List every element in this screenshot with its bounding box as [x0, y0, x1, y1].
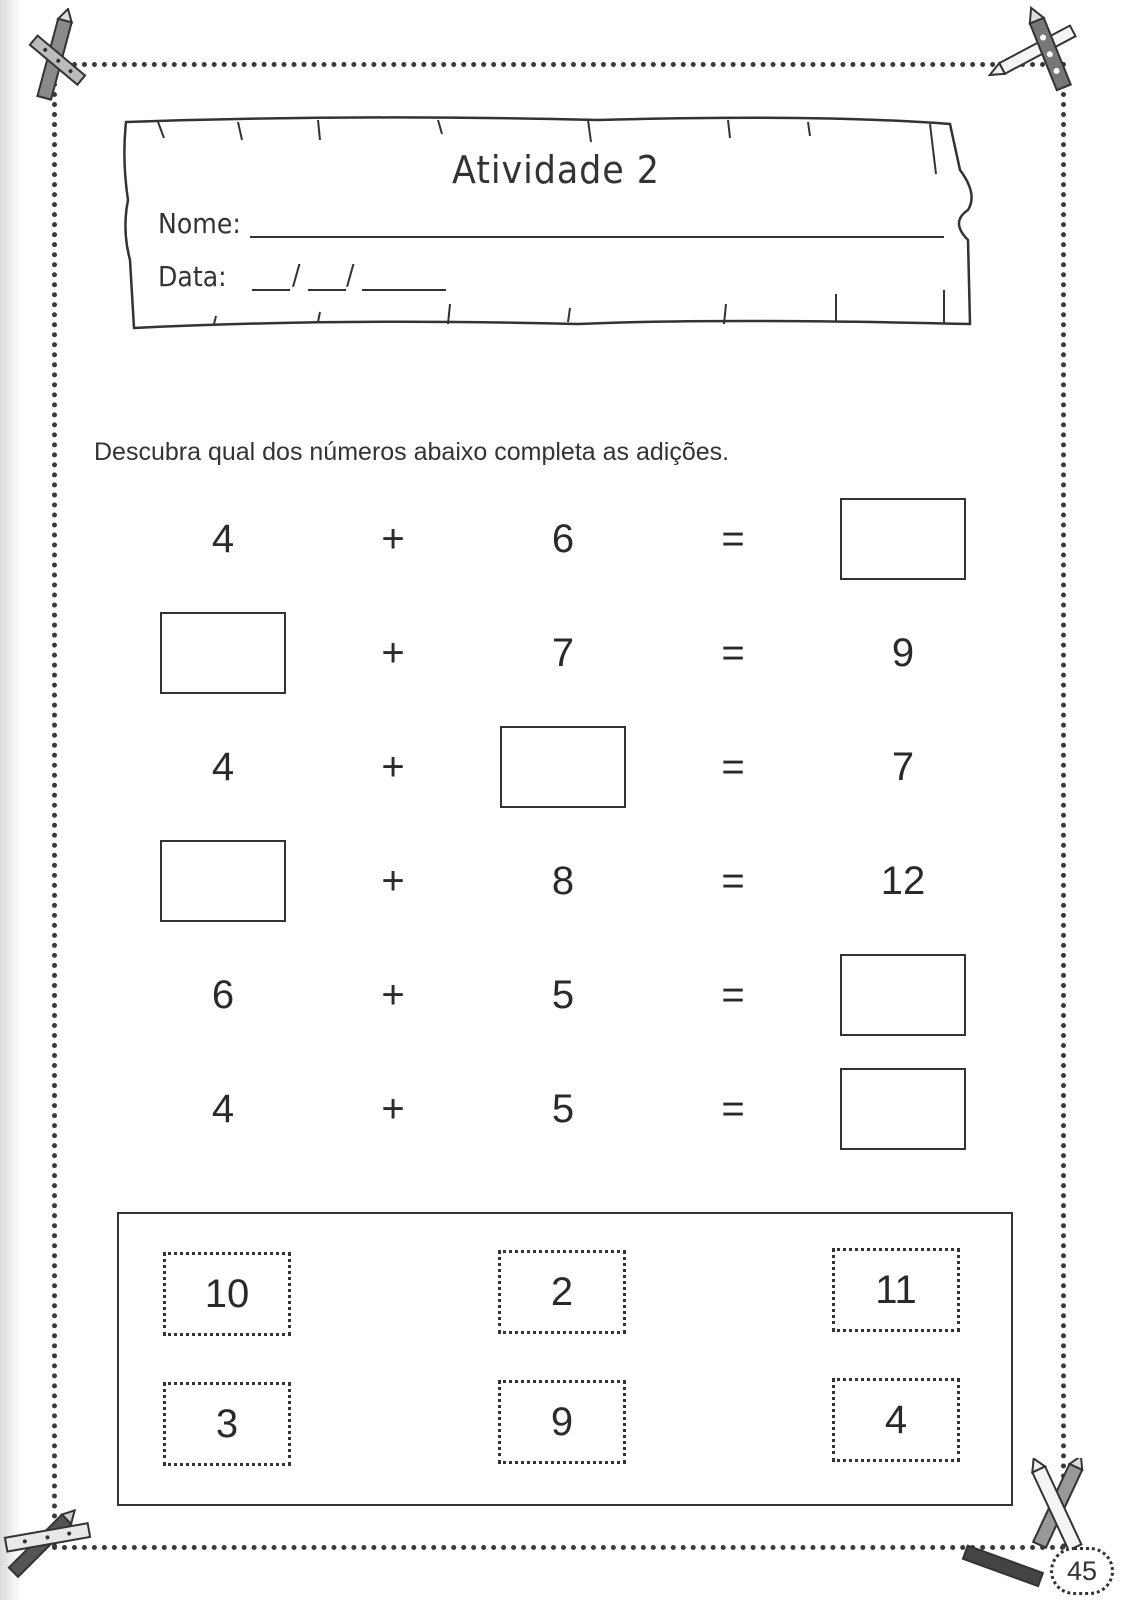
- answer-box[interactable]: [160, 612, 286, 694]
- answer-box[interactable]: [840, 1068, 966, 1150]
- date-year-line[interactable]: [362, 289, 446, 291]
- equals-sign: =: [721, 630, 745, 675]
- addend-1: 6: [211, 972, 235, 1017]
- addend-2: 5: [551, 1086, 575, 1131]
- answer-box[interactable]: [840, 954, 966, 1036]
- pencil-top-right-icon: [978, 4, 1088, 100]
- name-line[interactable]: [250, 236, 944, 238]
- addend-1: 4: [211, 1086, 235, 1131]
- addend-1: 4: [211, 516, 235, 561]
- sum-value: 9: [891, 630, 915, 675]
- date-day-line[interactable]: [252, 289, 290, 291]
- plus-sign: +: [381, 630, 405, 675]
- sum-value: 7: [891, 744, 915, 789]
- date-slash: /: [292, 258, 301, 291]
- date-month-line[interactable]: [308, 289, 346, 291]
- equals-sign: =: [721, 744, 745, 789]
- plus-sign: +: [381, 744, 405, 789]
- name-label: Nome:: [158, 207, 241, 240]
- plus-sign: +: [381, 858, 405, 903]
- header-scroll-frame: [118, 110, 998, 335]
- option-chip[interactable]: 3: [163, 1382, 291, 1466]
- addend-2: 7: [551, 630, 575, 675]
- answer-box[interactable]: [840, 498, 966, 580]
- option-chip[interactable]: 2: [498, 1250, 626, 1334]
- date-slash: /: [346, 258, 355, 291]
- page-title: Atividade 2: [452, 148, 660, 192]
- answer-box[interactable]: [500, 726, 626, 808]
- plus-sign: +: [381, 972, 405, 1017]
- addend-2: 6: [551, 516, 575, 561]
- page-number: 45: [1050, 1547, 1114, 1595]
- pencil-top-left-icon: [18, 8, 98, 108]
- sum-value: 12: [880, 858, 926, 903]
- page-edge: [0, 0, 22, 1600]
- equals-sign: =: [721, 858, 745, 903]
- instruction-text: Descubra qual dos números abaixo completa as adições.: [94, 438, 730, 466]
- option-chip[interactable]: 10: [163, 1252, 291, 1336]
- pencil-bottom-left-icon: [0, 1500, 100, 1595]
- addend-2: 8: [551, 858, 575, 903]
- answer-box[interactable]: [160, 840, 286, 922]
- addend-1: 4: [211, 744, 235, 789]
- equals-sign: =: [721, 972, 745, 1017]
- equals-sign: =: [721, 1086, 745, 1131]
- equals-sign: =: [721, 516, 745, 561]
- option-chip[interactable]: 9: [498, 1380, 626, 1464]
- plus-sign: +: [381, 516, 405, 561]
- date-label: Data:: [158, 260, 227, 293]
- option-chip[interactable]: 4: [832, 1378, 960, 1462]
- addend-2: 5: [551, 972, 575, 1017]
- option-chip[interactable]: 11: [832, 1248, 960, 1332]
- plus-sign: +: [381, 1086, 405, 1131]
